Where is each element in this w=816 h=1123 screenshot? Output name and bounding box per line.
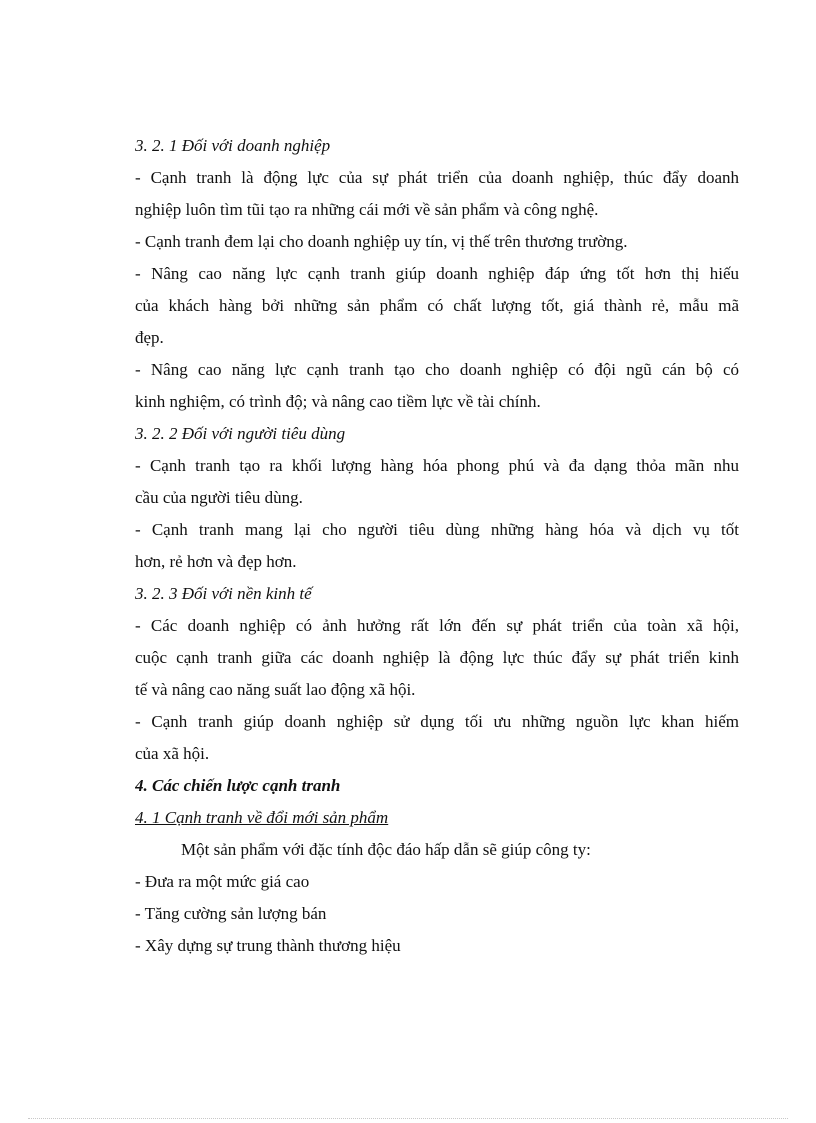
- paragraph-line: của khách hàng bởi những sản phẩm có chất lượng tốt, giá thành rẻ, mẫu mã: [135, 296, 739, 315]
- paragraph-line: tế và nâng cao năng suất lao động xã hội.: [135, 680, 416, 699]
- paragraph-line: - Cạnh tranh mang lại cho người tiêu dùng những hàng hóa và dịch vụ tốt: [135, 520, 739, 539]
- document-page: [135, 130, 739, 962]
- paragraph-line: của xã hội.: [135, 744, 210, 763]
- paragraph-line: - Cạnh tranh tạo ra khối lượng hàng hóa phong phú và đa dạng thỏa mãn nhu: [135, 456, 739, 475]
- paragraph-line: - Nâng cao năng lực cạnh tranh tạo cho doanh nghiệp có đội ngũ cán bộ có: [135, 360, 739, 379]
- paragraph-line: nghiệp luôn tìm tũi tạo ra những cái mới về sản phẩm và công nghệ.: [135, 200, 599, 219]
- section-heading-3-2-1: 3. 2. 1 Đối với doanh nghiệp: [135, 136, 331, 155]
- paragraph-line: - Nâng cao năng lực cạnh tranh giúp doanh nghiệp đáp ứng tốt hơn thị hiếu: [135, 264, 739, 283]
- paragraph-line: hơn, rẻ hơn và đẹp hơn.: [135, 552, 297, 571]
- paragraph-line: - Cạnh tranh giúp doanh nghiệp sử dụng tối ưu những nguồn lực khan hiếm: [135, 712, 739, 731]
- bullet-item: - Tăng cường sản lượng bán: [135, 904, 327, 923]
- paragraph-line: đẹp.: [135, 328, 164, 347]
- paragraph-line: - Cạnh tranh là động lực của sự phát triển của doanh nghiệp, thúc đẩy doanh: [135, 168, 739, 187]
- paragraph-line: cuộc cạnh tranh giữa các doanh nghiệp là động lực thúc đẩy sự phát triển kinh: [135, 648, 739, 667]
- paragraph-intro: Một sản phẩm với đặc tính độc đáo hấp dẫn sẽ giúp công ty:: [181, 840, 591, 859]
- bullet-item: - Xây dựng sự trung thành thương hiệu: [135, 936, 401, 955]
- paragraph-line: cầu của người tiêu dùng.: [135, 488, 303, 507]
- section-heading-3-2-2: 3. 2. 2 Đối với người tiêu dùng: [135, 424, 346, 443]
- bullet-item: - Đưa ra một mức giá cao: [135, 872, 310, 891]
- section-heading-3-2-3: 3. 2. 3 Đối với nền kinh tế: [135, 584, 312, 603]
- page-bottom-divider: [28, 1118, 788, 1119]
- paragraph-line: - Các doanh nghiệp có ảnh hưởng rất lớn đến sự phát triển của toàn xã hội,: [135, 616, 739, 635]
- section-heading-4-1: 4. 1 Cạnh tranh về đổi mới sản phẩm: [135, 808, 389, 827]
- paragraph-line: kinh nghiệm, có trình độ; và nâng cao tiềm lực về tài chính.: [135, 392, 541, 411]
- section-heading-4: 4. Các chiến lược cạnh tranh: [135, 776, 341, 795]
- paragraph-line: - Cạnh tranh đem lại cho doanh nghiệp uy tín, vị thế trên thương trường.: [135, 232, 628, 251]
